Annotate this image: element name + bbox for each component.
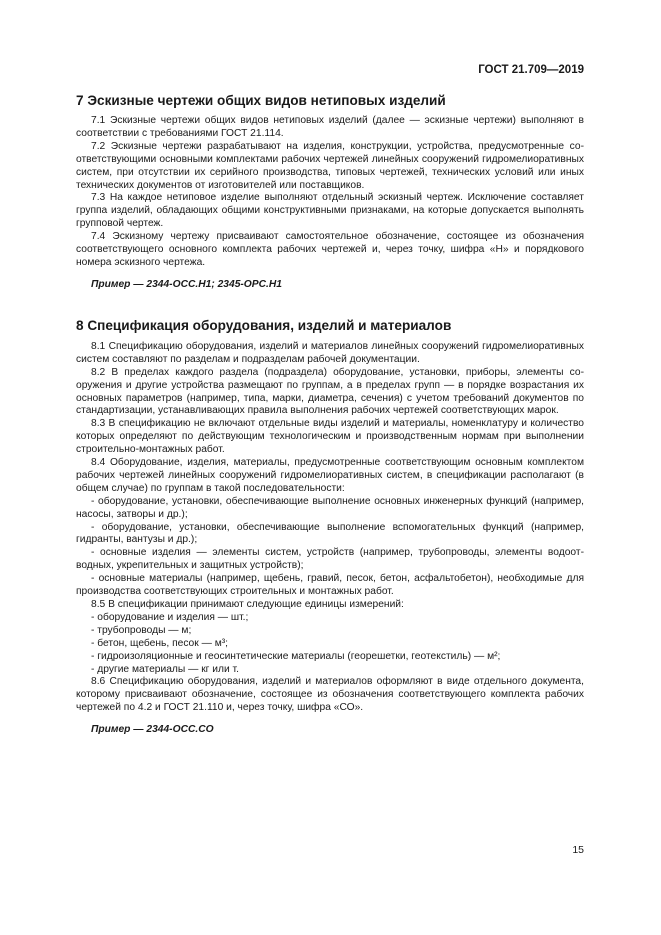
page-content [76, 92, 584, 736]
list-item: - трубопроводы — м; [91, 624, 192, 636]
paragraph-7-4: 7.4 Эскизному чертежу присваивают самостоятельное обозначение, состоящее из обозначения соответствующего основного комплекта рабочих чертежей и, через точку, шифра «Н» и порядкового номера эскизного чертежа. [76, 231, 584, 268]
list-item: - основные материалы (например, щебень, гравий, песок, бетон, асфальтобетон), необходимые для производства соответствующих строительных и монтажных работ. [76, 573, 584, 598]
paragraph-8-6: 8.6 Спецификацию оборудования, изделий и материалов оформляют в виде отдельного документа, которому присваивают обозначение, состоящее из обозначения соответствующего комплекта рабочих чертежей по 4.2 и ГОСТ 21.110 и, через точку, шифра «СО». [76, 676, 584, 714]
paragraph-8-1: 8.1 Спецификацию оборудования, изделий и материалов линейных сооружений гидромелиоративных систем составляют по разделам и подразделам рабочей документации. [76, 340, 584, 365]
paragraph-8-2: 8.2 В пределах каждого раздела (подраздела) оборудование, установки, приборы, элементы сооружения и другие устройства размещают по группам, а в пределах групп — в порядке возрастания их основных параметров (например, типа, марки, диаметра, сечения) с учетом требований документов по стандартизации, устанавливающих правила выполнения рабочих чертежей соответствующих марок. [76, 366, 584, 417]
paragraph-7-2: 7.2 Эскизные чертежи разрабатывают на изделия, конструкции, устройства, предусмотренные соответствующими основными комплектами рабочих чертежей линейных сооружений гидромелиоративных систем, при отсутствии их серийного производства, типовых чертежей, технических условий или иных технических документов от изготовителей или поставщиков. [76, 140, 584, 191]
section-7-heading: 7 Эскизные чертежи общих видов нетиповых изделий [76, 93, 446, 108]
paragraph-8-5: 8.5 В спецификации принимают следующие единицы измерений: [91, 599, 404, 610]
paragraph-7-3: 7.3 На каждое нетиповое изделие выполняют отдельный эскизный чертеж. Исключение составляет группа изделий, обладающих общими конструктивными признаками, на которые допускается выполнять групповой чертеж. [76, 192, 584, 230]
page-number: 15 [572, 844, 584, 856]
example-8: Пример — 2344-ОСС.СО [91, 724, 214, 736]
document-code: ГОСТ 21.709—2019 [478, 64, 584, 76]
paragraph-7-1: 7.1 Эскизные чертежи общих видов нетиповых изделий (далее — эскизные чертежи) выполняют в соответствии с требованиями ГОСТ 21.114. [76, 115, 584, 139]
list-item: - бетон, щебень, песок — м³; [91, 637, 228, 649]
example-7: Пример — 2344-ОСС.Н1; 2345-ОРС.Н1 [91, 278, 282, 290]
paragraph-8-3: 8.3 В спецификацию не включают отдельные виды изделий и материалы, номенклатуру и количество которых определяют по действующим технологическим и производственным нормам при выполнении строительно-монтажных работ. [76, 418, 584, 456]
list-item: - другие материалы — кг или т. [91, 663, 239, 675]
list-item: - оборудование, установки, обеспечивающие выполнение вспомогательных функций (например, гидранты, вантузы и др.); [76, 521, 584, 546]
list-item: - оборудование и изделия — шт.; [91, 611, 249, 623]
paragraph-8-4: 8.4 Оборудование, изделия, материалы, предусмотренные соответствующим основным комплектом рабочих чертежей линейных сооружений гидромелиоративных систем, в спецификации располагают (в общем случае) по группам в такой последовательности: [76, 457, 584, 494]
list-item: - гидроизоляционные и геосинтетические материалы (георешетки, геотекстиль) — м²; [91, 650, 501, 662]
list-item: - оборудование, установки, обеспечивающие выполнение основных инженерных функций (например, насосы, затворы и др.); [76, 495, 584, 520]
section-8-heading: 8 Спецификация оборудования, изделий и материалов [76, 317, 452, 333]
list-item: - основные изделия — элементы систем, устройств (например, трубопроводы, элементы водоотводных, укрепительных и защитных устройств); [76, 547, 584, 572]
